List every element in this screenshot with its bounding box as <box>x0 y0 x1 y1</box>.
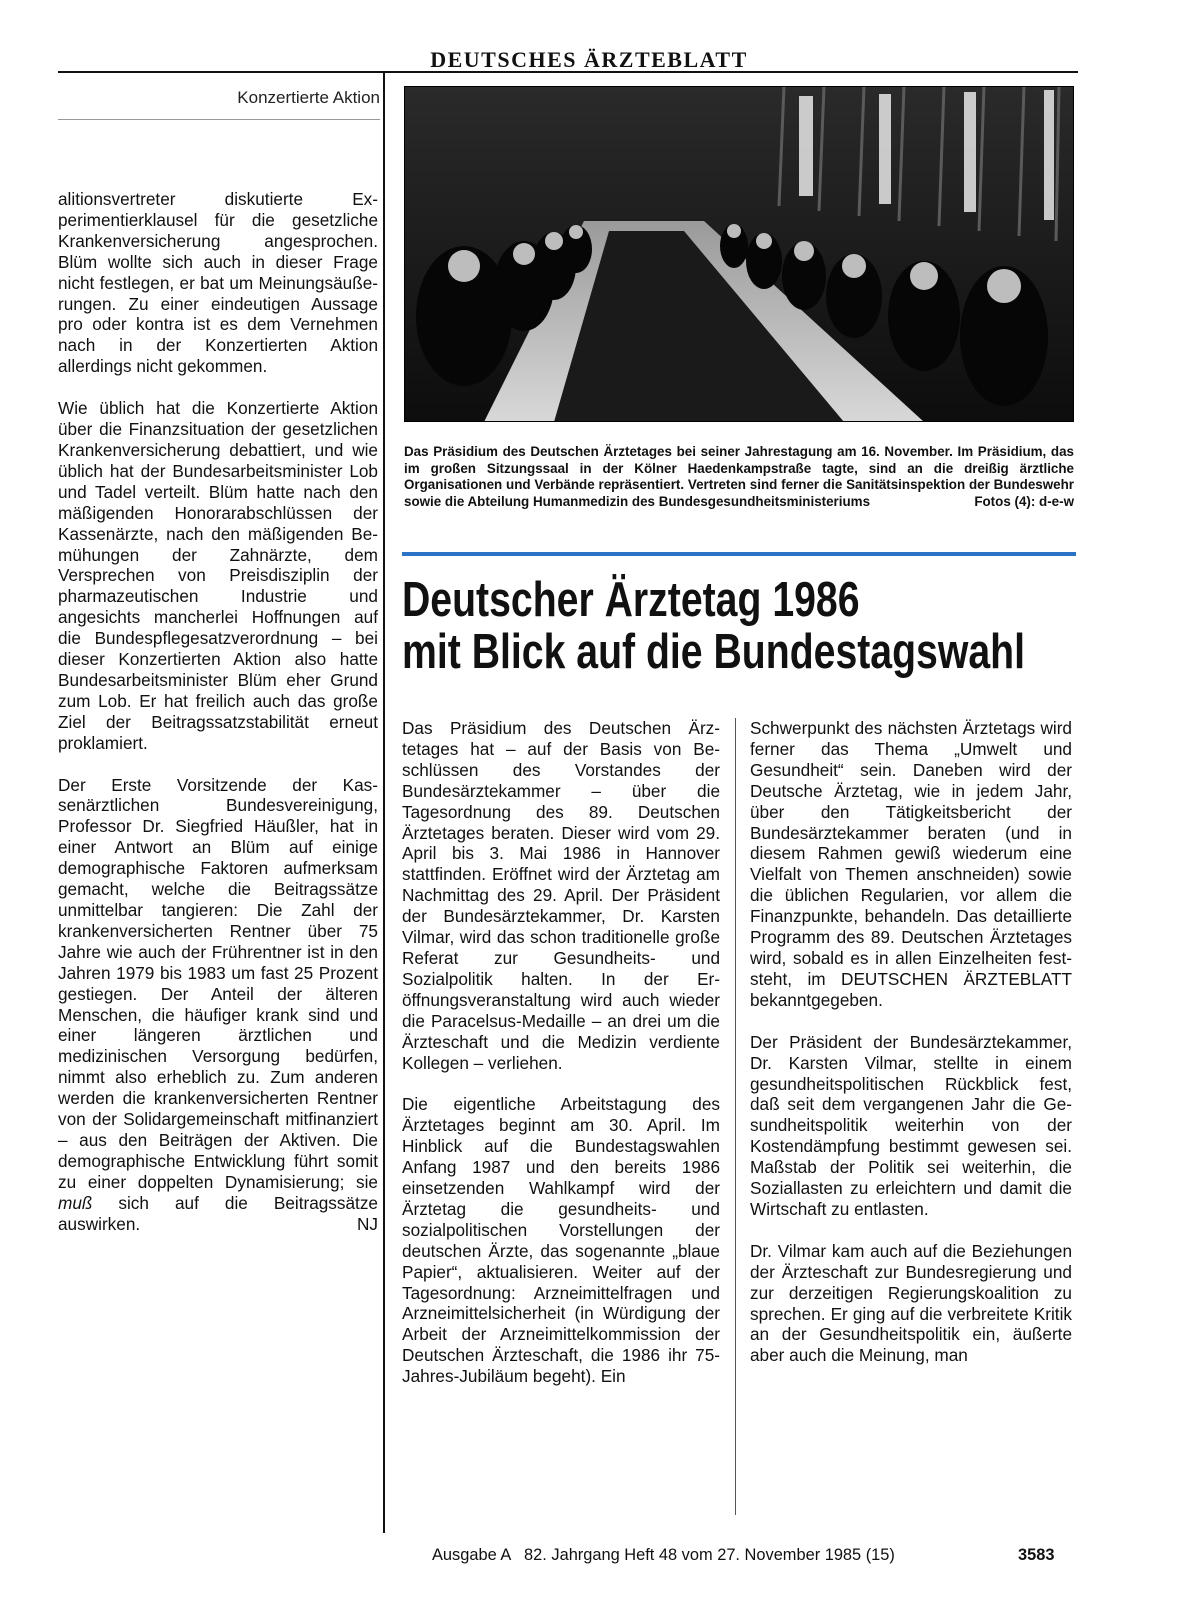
section-label: Konzertierte Aktion <box>237 88 380 107</box>
author-signature: NJ <box>356 1213 378 1234</box>
photo-credit: Fotos (4): d-e-w <box>974 493 1074 509</box>
article-paragraph-1: Das Präsidium des Deutschen Ärztetages hat – auf der Basis von Beschlüssen des Vorstandes der Bundesärztekammer – über die Tagesordnung des 89. Deutschen Ärztetages beraten. Dieser wird vom 29. April bis 3. Mai 1986 in Hannover stattfinden. Eröffnet wird der Ärztetag am Nachmittag des 29. April. Der Präsident der Bundesärztekammer, Dr. Karsten Vilmar, wird das schon traditionelle große Referat zur Gesundheits- und Sozialpolitik halten. In der Eröffnungsveranstaltung wird auch wieder die Paracelsus-Medaille – an drei um die Ärzteschaft und die Medizin verdiente Kollegen – verliehen. <box>402 718 720 1073</box>
meeting-photo <box>404 86 1074 422</box>
page-number: 3583 <box>1018 1546 1055 1564</box>
left-paragraph-3 <box>58 775 378 1235</box>
emphasis-word: muß <box>58 1192 93 1213</box>
article-column-1 <box>402 718 720 1408</box>
photo-caption <box>404 444 1074 510</box>
column-divider <box>383 71 385 1533</box>
left-column <box>58 189 378 1235</box>
issue-info: Ausgabe A 82. Jahrgang Heft 48 vom 27. November 1985 (15) <box>432 1546 895 1564</box>
article-paragraph-5: Dr. Vilmar kam auch auf die Beziehungen der Ärzteschaft zur Bundesregierung und zur derzeitigen Regierungskoalition zu sprechen. Er ging auf die verbreitete Kritik an der Gesundheitspolitik ein, äußerte aber auch die Meinung, man <box>750 1240 1072 1366</box>
headline-line-1: Deutscher Ärztetag 1986 <box>402 573 860 627</box>
article-column-divider <box>735 718 736 1515</box>
left-paragraph-2: Wie üblich hat die Konzertierte Aktion über die Finanzsituation der gesetzlichen Krankenversicherung debattiert, und wie üblich hat der Bundesarbeitsminister Lob und Tadel verteilt. Blüm hatte nach den mäßigenden Honorarabschlüssen der Kassenärzte, nach den mäßigenden Bemühungen der Zahnärzte, dem Versprechen von Preisdisziplin der pharmazeutischen Industrie und angesichts mancherlei Hoffnungen auf die Bundespflegesatzverordnung – bei dieser Konzertierten Aktion also hatte Bundesarbeitsminister Blüm eher Grund zum Lob. Er hat freilich auch das große Ziel der Beitragssatzstabilität erneut proklamiert. <box>58 398 378 753</box>
headline-rule <box>402 552 1076 556</box>
journal-masthead: DEUTSCHES ÄRZTEBLATT <box>430 47 748 72</box>
caption-text: Das Präsidium des Deutschen Ärztetages bei seiner Jahrestagung am 16. November. Im Präsidium, das im großen Sitzungssaal in der Kölner Haedenkampstraße tagte, sind an die dreißig ärztliche Organisationen und Verbände repräsentiert. Vertreten sind ferner die Sanitätsinspektion der Bundeswehr sowie die Abteilung Humanmedizin des Bundesgesundheitsministeriums <box>404 444 1074 509</box>
article-paragraph-3: Schwerpunkt des nächsten Ärztetags wird ferner das Thema „Umwelt und Gesundheit“ sein. Daneben wird der Deutsche Ärztetag, wie in jedem Jahr, über den Tätigkeitsbericht der Bundesärztekammer beraten (und in diesem Rahmen gewiß wiederum eine Vielfalt von Themen anschneiden) sowie die üblichen Regularien, vor allem die Finanzpunkte, behandeln. Das detaillierte Programm des 89. Deutschen Ärztetages wird, sobald es in allen Einzelheiten feststeht, im DEUTSCHEN ÄRZTEBLATT bekanntgegeben. <box>750 718 1072 1010</box>
left-paragraph-3-text: Der Erste Vorsitzende der Kassenärztlichen Bundesvereinigung, Professor Dr. Siegfried Häußler, hat in einer Antwort an Blüm auf einige demographische Faktoren aufmerksam gemacht, welche die Beitragssätze unmittelbar tangieren: Die Zahl der krankenversicherten Rentner über 75 Jahre wie auch der Frührentner ist in den Jahren 1979 bis 1983 um fast 25 Prozent gestiegen. Der Anteil der älteren Menschen, die häufiger krank sind und einer längeren ärztlichen und medizinischen Versorgung bedürfen, nimmt also erheblich zu. Zum anderen werden die krankenversicherten Rentner von der Solidargemeinschaft mitfinanziert – aus den Beiträgen der Aktiven. Die demographische Entwicklung führt somit zu einer doppelten Dynamisierung; sie <box>58 774 378 1192</box>
article-column-2 <box>750 718 1072 1387</box>
headline-line-2: mit Blick auf die Bundestagswahl <box>402 625 1025 679</box>
section-rule <box>58 119 380 120</box>
article-paragraph-4: Der Präsident der Bundesärztekammer, Dr. Karsten Vilmar, stellte in einem gesundheitspolitischen Rückblick fest, daß seit dem vergangenen Jahr die Gesundheitspolitik weiterhin von der Kostendämpfung bestimmt gewesen sei. Maßstab der Politik sei weiterhin, die Soziallasten zu erleichtern und damit die Wirtschaft zu entlasten. <box>750 1031 1072 1219</box>
article-headline <box>402 573 1025 679</box>
left-paragraph-1: alitionsvertreter diskutierte Experimentierklausel für die gesetzliche Krankenversicherung angesprochen. Blüm wollte sich auch in dieser Frage nicht festlegen, er bat um Meinungsäußerungen. Zu einer eindeutigen Aussage pro oder kontra ist es dem Vernehmen nach in der Konzertierten Aktion allerdings nicht gekommen. <box>58 189 378 377</box>
masthead-rule <box>58 71 1078 73</box>
article-paragraph-2: Die eigentliche Arbeitstagung des Ärztetages beginnt am 30. April. Im Hinblick auf die Bundestagswahlen Anfang 1987 und den bereits 1986 einsetzenden Wahlkampf wird der Ärztetag die gesundheits- und sozialpolitischen Vorstellungen der deutschen Ärzte, das sogenannte „blaue Papier“, aktualisieren. Weiter auf der Tagesordnung: Arzneimittelfragen und Arzneimittelsicherheit (in Würdigung der Arbeit der Arzneimittelkommission der Deutschen Ärzteschaft, die 1986 ihr 75-Jahres-Jubiläum begeht). Ein <box>402 1094 720 1387</box>
left-paragraph-3-end: sich auf die Beitragssätze auswirken. <box>58 1192 378 1234</box>
